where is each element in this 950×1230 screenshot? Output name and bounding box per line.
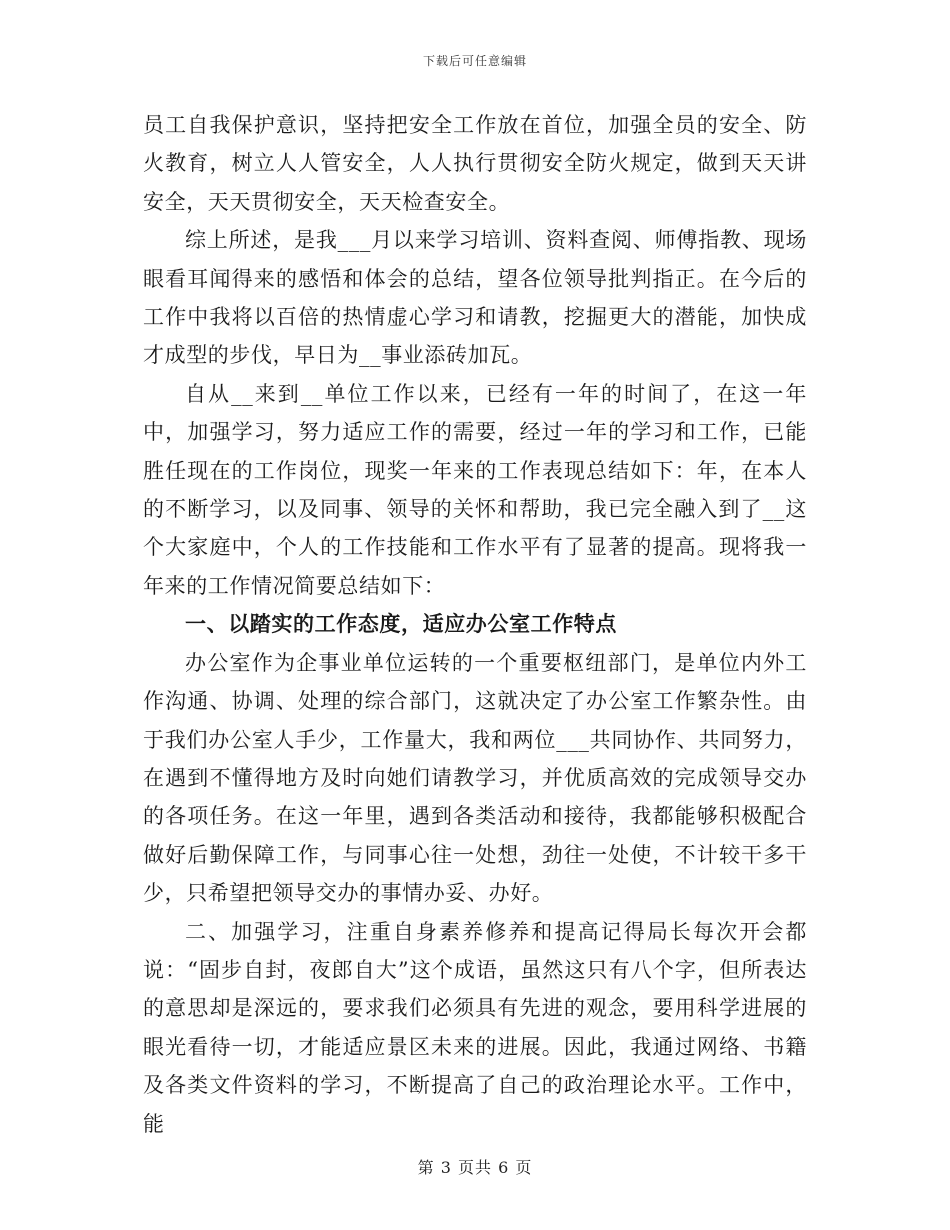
- paragraph-year-intro: 自从__来到__单位工作以来，已经有一年的时间了，在这一年中，加强学习，努力适应工作的需要，经过一年的学习和工作，已能胜任现在的工作岗位，现奖一年来的工作表现总结如下：年，在本人的不断学习，以及同事、领导的关怀和帮助，我已完全融入到了__这个大家庭中，个人的工作技能和工作水平有了显著的提高。现将我一年来的工作情况简要总结如下：: [143, 381, 807, 598]
- paragraph-summary: 综上所述，是我___月以来学习培训、资料查阅、师傅指教、现场眼看耳闻得来的感悟和体会的总结，望各位领导批判指正。在今后的工作中我将以百倍的热情虚心学习和请教，挖掘更大的潜能，加快成才成型的步伐，早日为__事业添砖加瓦。: [143, 228, 807, 368]
- page-header: 下载后可任意编辑: [422, 54, 527, 68]
- paragraph-office-work: 办公室作为企事业单位运转的一个重要枢纽部门，是单位内外工作沟通、协调、处理的综合部门，这就决定了办公室工作繁杂性。由于我们办公室人手少，工作量大，我和两位___共同协作、共同努力，在遇到不懂得地方及时向她们请教学习，并优质高效的完成领导交办的各项任务。在这一年里，遇到各类活动和接待，我都能够积极配合做好后勤保障工作，与同事心往一处想，劲往一处使，不计较干多干少，只希望把领导交办的事情办妥、办好。: [143, 650, 807, 906]
- document-body: [143, 106, 807, 1143]
- paragraph-safety-continued: 员工自我保护意识，坚持把安全工作放在首位，加强全员的安全、防火教育，树立人人管安全，人人执行贯彻安全防火规定，做到天天讲安全，天天贯彻安全，天天检查安全。: [143, 113, 807, 214]
- paragraph-study: 二、加强学习，注重自身素养修养和提高记得局长每次开会都说：“固步自封，夜郎自大”这个成语，虽然这只有八个字，但所表达的意思却是深远的，要求我们必须具有先进的观念，要用科学进展的眼光看待一切，才能适应景区未来的进展。因此，我通过网络、书籍及各类文件资料的学习，不断提高了自己的政治理论水平。工作中，能: [143, 919, 807, 1136]
- section-heading-1: 一、以踏实的工作态度，适应办公室工作特点: [185, 611, 617, 637]
- page-footer: 第 3 页共 6 页: [417, 1158, 533, 1177]
